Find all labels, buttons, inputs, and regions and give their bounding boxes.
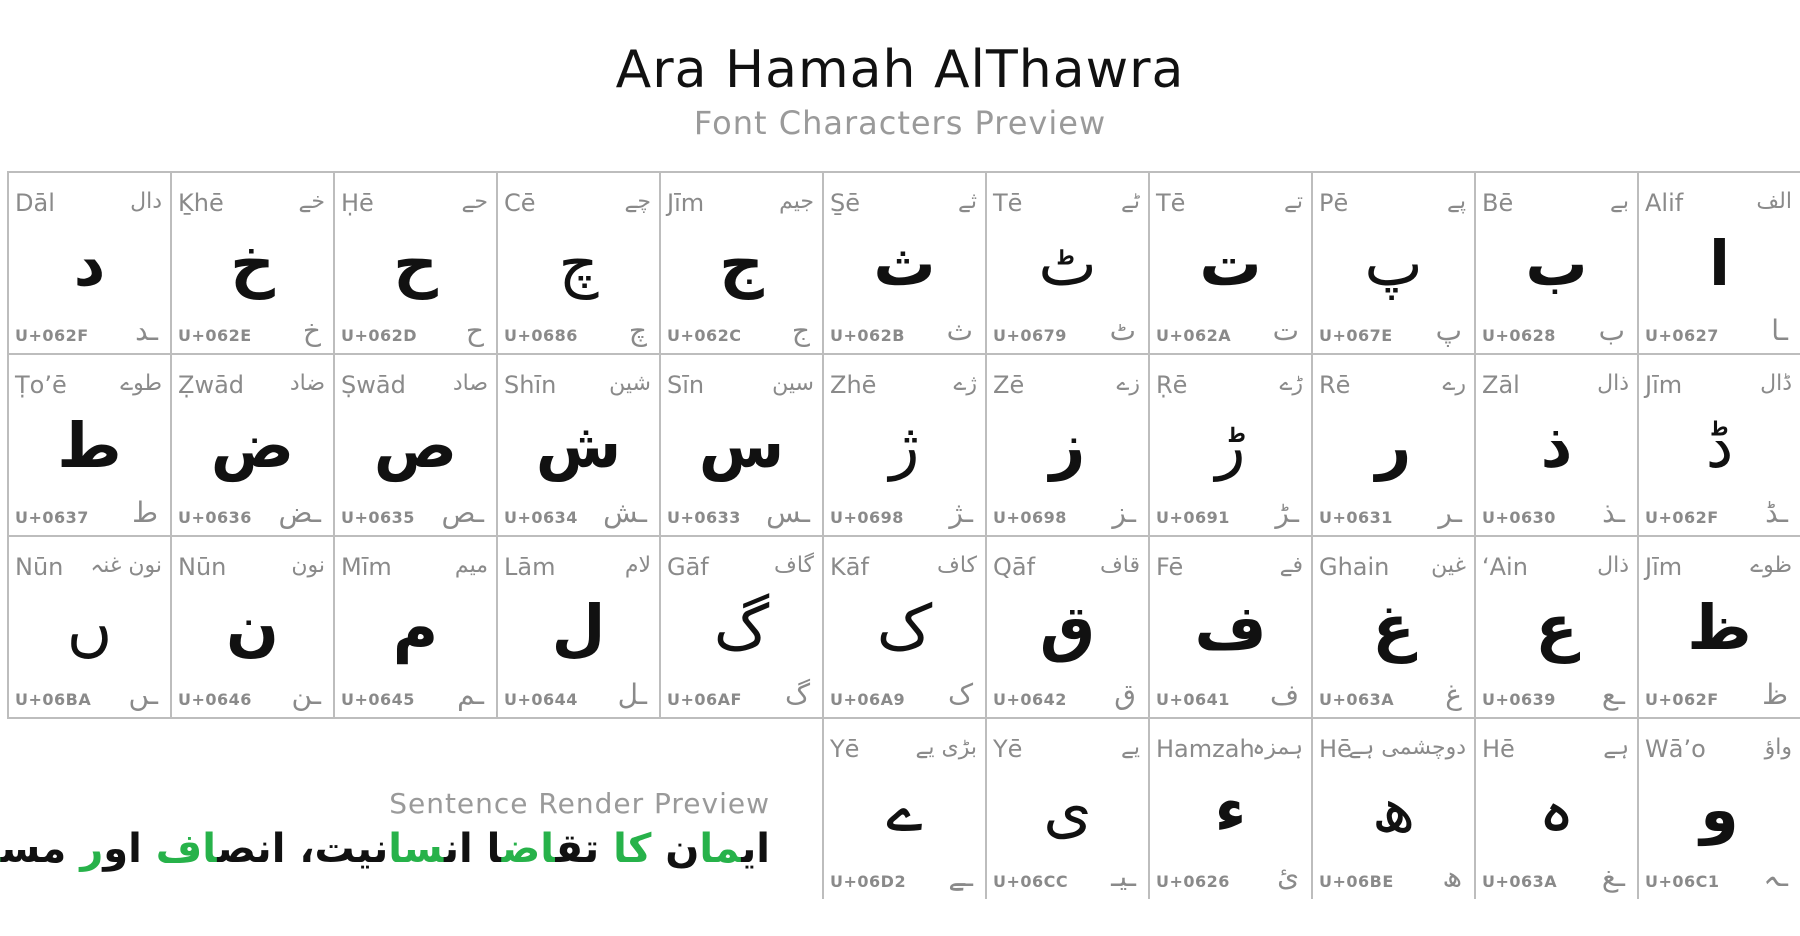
character-cell: [1637, 535, 1800, 717]
character-cell: [333, 171, 496, 353]
character-glyph: ن: [226, 591, 279, 664]
character-cell: [170, 535, 333, 717]
character-cell: [985, 535, 1148, 717]
character-cell: [822, 171, 985, 353]
character-codepoint: U+0645: [341, 690, 415, 709]
character-codepoint: U+0691: [1156, 508, 1230, 527]
sentence-accent-fragment: کا: [613, 826, 652, 872]
character-codepoint: U+062F: [15, 326, 89, 345]
sentence-accent-fragment: سا: [388, 826, 444, 872]
character-urdu-name: ضاد: [289, 371, 325, 396]
character-urdu-name: صاد: [452, 371, 488, 396]
character-glyph: ٹ: [1038, 227, 1097, 300]
character-urdu-name: ذال: [1597, 553, 1629, 578]
character-codepoint: U+06AF: [667, 690, 742, 709]
character-cell: [1637, 353, 1800, 535]
character-name: Tē: [993, 189, 1023, 217]
character-cell: [496, 171, 659, 353]
character-glyph: م: [392, 591, 439, 664]
character-codepoint: U+06C1: [1645, 872, 1720, 891]
character-codepoint: U+0644: [504, 690, 578, 709]
character-joined-form: ـڈ: [1765, 496, 1788, 529]
character-urdu-name: زے: [1116, 371, 1140, 396]
character-glyph: ت: [1199, 227, 1262, 300]
character-joined-form: گ: [784, 678, 810, 711]
character-joined-form: ت: [1272, 314, 1299, 347]
character-glyph: ع: [1535, 591, 1578, 664]
character-glyph: ط: [57, 409, 122, 482]
character-glyph: خ: [230, 227, 275, 300]
character-urdu-name: ظوے: [1750, 553, 1792, 578]
character-urdu-name: ژے: [953, 371, 977, 396]
character-glyph: ل: [551, 591, 606, 664]
character-joined-form: ـم: [457, 678, 484, 711]
character-codepoint: U+062C: [667, 326, 742, 345]
character-glyph: ص: [373, 409, 458, 482]
character-cell: [822, 717, 985, 899]
character-cell: [1311, 171, 1474, 353]
character-cell: [659, 353, 822, 535]
character-joined-form: ـر: [1438, 496, 1462, 529]
character-urdu-name: ڈال: [1760, 371, 1792, 396]
sentence-fragment: مس: [0, 826, 81, 872]
character-codepoint: U+063A: [1319, 690, 1395, 709]
character-cell: [1474, 717, 1637, 899]
character-name: Zāl: [1482, 371, 1520, 399]
character-codepoint: U+0634: [504, 508, 578, 527]
character-urdu-name: شین: [609, 371, 651, 396]
character-glyph: ء: [1214, 773, 1247, 846]
character-codepoint: U+06A9: [830, 690, 906, 709]
sentence-accent-fragment: اض: [501, 826, 556, 872]
character-urdu-name: میم: [454, 553, 488, 578]
character-joined-form: ط: [132, 496, 158, 529]
character-codepoint: U+0631: [1319, 508, 1393, 527]
character-urdu-name: الف: [1756, 189, 1792, 214]
row-divider: [7, 535, 1800, 537]
character-glyph: ح: [393, 227, 438, 300]
character-urdu-name: تے: [1283, 189, 1303, 214]
character-urdu-name: گاف: [774, 553, 814, 578]
character-cell: [1148, 717, 1311, 899]
character-codepoint: U+0698: [993, 508, 1067, 527]
character-cell: [1148, 171, 1311, 353]
character-codepoint: U+0639: [1482, 690, 1556, 709]
character-name: Qāf: [993, 553, 1036, 581]
character-name: Sīn: [667, 371, 705, 399]
character-joined-form: چ: [628, 314, 647, 347]
character-joined-form: ث: [946, 314, 973, 347]
character-glyph: ھ: [1371, 773, 1416, 846]
character-name: Kāf: [830, 553, 869, 581]
character-cell: [1148, 535, 1311, 717]
character-codepoint: U+0633: [667, 508, 741, 527]
character-name: Hamzah: [1156, 735, 1255, 763]
character-cell: [1637, 171, 1800, 353]
character-name: S̱ē: [830, 189, 860, 217]
character-glyph: ز: [1049, 409, 1086, 482]
character-cell: [1311, 353, 1474, 535]
sentence-fragment: ن: [651, 826, 700, 872]
sentence-fragment: ا ان: [443, 826, 502, 872]
character-urdu-name: طوے: [120, 371, 162, 396]
character-cell: [7, 353, 170, 535]
character-grid: [0, 171, 1800, 901]
character-glyph: ژ: [889, 409, 920, 482]
character-codepoint: U+0630: [1482, 508, 1556, 527]
character-cell: [7, 171, 170, 353]
character-joined-form: خ: [302, 314, 321, 347]
character-urdu-name: کاف: [937, 553, 977, 578]
character-joined-form: ـش: [603, 496, 647, 529]
character-codepoint: U+0626: [1156, 872, 1230, 891]
character-cell: [7, 535, 170, 717]
character-joined-form: ـض: [278, 496, 321, 529]
character-cell: [985, 717, 1148, 899]
character-urdu-name: دال: [130, 189, 162, 214]
character-name: Jīm: [667, 189, 705, 217]
character-codepoint: U+0679: [993, 326, 1067, 345]
character-codepoint: U+0636: [178, 508, 252, 527]
character-name: Ṣwād: [341, 371, 406, 399]
character-codepoint: U+0646: [178, 690, 252, 709]
character-codepoint: U+0637: [15, 508, 89, 527]
character-cell: [170, 171, 333, 353]
character-name: Bē: [1482, 189, 1514, 217]
character-glyph: ی: [1043, 773, 1092, 846]
character-codepoint: U+062B: [830, 326, 905, 345]
character-joined-form: ـژ: [949, 496, 973, 529]
character-joined-form: ب: [1598, 314, 1625, 347]
character-urdu-name: واؤ: [1764, 735, 1792, 760]
character-joined-form: ـیـ: [1111, 860, 1136, 893]
character-name: Gāf: [667, 553, 709, 581]
sentence-preview-label: Sentence Render Preview: [389, 787, 770, 820]
character-name: Ṛē: [1156, 371, 1188, 399]
character-name: Ḥē: [341, 189, 374, 217]
character-joined-form: ک: [947, 678, 973, 711]
sentence-accent-fragment: اف: [155, 826, 218, 872]
character-glyph: ج: [719, 227, 764, 300]
character-glyph: ں: [66, 591, 113, 664]
character-codepoint: U+062A: [1156, 326, 1232, 345]
character-name: Hē: [1482, 735, 1515, 763]
character-urdu-name: چے: [624, 189, 651, 214]
sentence-preview-text: [0, 826, 770, 872]
character-cell: [496, 535, 659, 717]
character-codepoint: U+0686: [504, 326, 578, 345]
character-urdu-name: بے: [1609, 189, 1629, 214]
character-joined-form: ق: [1114, 678, 1136, 711]
character-joined-form: ـع: [1601, 678, 1625, 711]
character-glyph: ا: [1708, 227, 1731, 300]
character-urdu-name: نون غنہ: [90, 553, 162, 578]
character-name: Zē: [993, 371, 1025, 399]
character-glyph: پ: [1364, 227, 1423, 300]
character-urdu-name: سین: [772, 371, 814, 396]
character-cell: [1474, 535, 1637, 717]
row-divider: [7, 353, 1800, 355]
character-name: Jīm: [1645, 371, 1683, 399]
character-joined-form: پ: [1435, 314, 1462, 347]
character-glyph: ب: [1525, 227, 1588, 300]
page-title: Ara Hamah AlThawra: [615, 40, 1185, 100]
character-glyph: ش: [535, 409, 622, 482]
character-codepoint: U+06CC: [993, 872, 1069, 891]
character-codepoint: U+0628: [1482, 326, 1556, 345]
character-name: Pē: [1319, 189, 1349, 217]
character-name: Ẓwād: [178, 371, 245, 399]
character-cell: [333, 535, 496, 717]
character-joined-form: ـذ: [1602, 496, 1625, 529]
character-cell: [659, 171, 822, 353]
character-name: ‘Ain: [1482, 553, 1528, 581]
sentence-fragment: او: [103, 826, 156, 872]
character-joined-form: ـڑ: [1275, 496, 1299, 529]
character-glyph: غ: [1372, 591, 1415, 664]
character-urdu-name: نون: [291, 553, 325, 578]
character-urdu-name: رے: [1442, 371, 1466, 396]
character-joined-form: ـن: [291, 678, 321, 711]
character-cell: [1311, 717, 1474, 899]
character-name: Lām: [504, 553, 556, 581]
character-glyph: ہ: [1538, 773, 1575, 846]
character-urdu-name: بڑی یے: [915, 735, 977, 760]
character-name: Yē: [830, 735, 860, 763]
character-joined-form: ـز: [1112, 496, 1136, 529]
character-urdu-name: پے: [1446, 189, 1466, 214]
character-name: Wā’o: [1645, 735, 1706, 763]
character-name: Ṭo’ē: [15, 371, 67, 399]
sentence-accent-fragment: ما: [699, 826, 742, 872]
character-glyph: چ: [558, 227, 599, 300]
character-joined-form: ـل: [617, 678, 647, 711]
character-glyph: ظ: [1687, 591, 1752, 664]
character-cell: [1311, 535, 1474, 717]
character-name: Nūn: [15, 553, 64, 581]
sentence-fragment: نیت، انص: [217, 826, 389, 872]
character-glyph: ڑ: [1215, 409, 1246, 482]
character-urdu-name: یے: [1120, 735, 1140, 760]
character-joined-form: ظ: [1762, 678, 1788, 711]
character-name: Alif: [1645, 189, 1684, 217]
character-codepoint: U+062F: [1645, 508, 1719, 527]
character-urdu-name: غین: [1431, 553, 1466, 578]
character-name: Nūn: [178, 553, 227, 581]
character-cell: [1148, 353, 1311, 535]
character-urdu-name: دوچشمی ہے: [1348, 735, 1466, 760]
page-subtitle: Font Characters Preview: [693, 104, 1107, 142]
character-glyph: س: [698, 409, 785, 482]
character-glyph: ف: [1194, 591, 1267, 664]
character-cell: [822, 353, 985, 535]
character-urdu-name: لام: [624, 553, 651, 578]
character-codepoint: U+06D2: [830, 872, 907, 891]
character-codepoint: U+062D: [341, 326, 418, 345]
character-glyph: ے: [886, 773, 923, 846]
character-codepoint: U+063A: [1482, 872, 1558, 891]
character-codepoint: U+0627: [1645, 326, 1719, 345]
character-joined-form: ئ: [1277, 860, 1299, 893]
character-urdu-name: ذال: [1597, 371, 1629, 396]
character-glyph: گ: [713, 591, 770, 664]
character-codepoint: U+06BA: [15, 690, 92, 709]
character-cell: [1474, 171, 1637, 353]
sentence-fragment: تق: [555, 826, 614, 872]
character-joined-form: غ: [1445, 678, 1462, 711]
row-divider: [7, 717, 1800, 719]
character-codepoint: U+0698: [830, 508, 904, 527]
character-glyph: ر: [1375, 409, 1412, 482]
character-glyph: ڈ: [1705, 409, 1734, 482]
character-codepoint: U+0641: [1156, 690, 1230, 709]
character-joined-form: ـے: [948, 860, 973, 893]
character-joined-form: ج: [791, 314, 810, 347]
character-codepoint: U+0642: [993, 690, 1067, 709]
character-name: Tē: [1156, 189, 1186, 217]
character-codepoint: U+06BE: [1319, 872, 1394, 891]
character-cell: [333, 353, 496, 535]
character-name: Ghain: [1319, 553, 1390, 581]
character-joined-form: ٹ: [1109, 314, 1136, 347]
character-urdu-name: ہمزہ: [1252, 735, 1303, 760]
character-glyph: و: [1700, 773, 1739, 846]
character-joined-form: ـغ: [1601, 860, 1625, 893]
character-name: Hē: [1319, 735, 1352, 763]
character-cell: [170, 353, 333, 535]
character-joined-form: ـں: [128, 678, 158, 711]
character-urdu-name: ٹے: [1120, 189, 1140, 214]
character-name: Dāl: [15, 189, 55, 217]
character-joined-form: ـا: [1771, 314, 1788, 347]
character-name: Cē: [504, 189, 536, 217]
character-urdu-name: ہے: [1603, 735, 1629, 760]
character-urdu-name: ڑے: [1279, 371, 1303, 396]
character-cell: [496, 353, 659, 535]
character-glyph: ک: [876, 591, 933, 664]
character-glyph: ض: [210, 409, 295, 482]
character-joined-form: ـس: [766, 496, 810, 529]
character-urdu-name: فے: [1279, 553, 1303, 578]
sentence-accent-fragment: ر: [80, 826, 104, 872]
character-codepoint: U+062E: [178, 326, 252, 345]
character-joined-form: ھ: [1442, 860, 1462, 893]
character-cell: [822, 535, 985, 717]
character-urdu-name: حے: [461, 189, 488, 214]
character-urdu-name: خے: [298, 189, 325, 214]
character-glyph: د: [73, 227, 106, 300]
character-name: Yē: [993, 735, 1023, 763]
sentence-fragment: ای: [741, 826, 770, 872]
character-joined-form: ـص: [441, 496, 484, 529]
character-cell: [985, 353, 1148, 535]
character-name: Ḵhē: [178, 189, 224, 217]
character-cell: [659, 535, 822, 717]
character-name: Mīm: [341, 553, 392, 581]
character-codepoint: U+067E: [1319, 326, 1393, 345]
character-joined-form: ح: [465, 314, 484, 347]
character-name: Zhē: [830, 371, 877, 399]
character-cell: [1637, 717, 1800, 899]
character-codepoint: U+0635: [341, 508, 415, 527]
character-glyph: ث: [873, 227, 936, 300]
character-glyph: ق: [1039, 591, 1096, 664]
character-urdu-name: جیم: [779, 189, 814, 214]
character-glyph: ذ: [1540, 409, 1573, 482]
character-cell: [1474, 353, 1637, 535]
character-joined-form: ـد: [135, 314, 158, 347]
character-joined-form: ـہ: [1763, 860, 1788, 893]
character-name: Rē: [1319, 371, 1351, 399]
character-joined-form: ف: [1269, 678, 1299, 711]
character-name: Fē: [1156, 553, 1184, 581]
character-cell: [985, 171, 1148, 353]
character-urdu-name: قاف: [1099, 553, 1140, 578]
character-urdu-name: ثے: [957, 189, 977, 214]
character-codepoint: U+062F: [1645, 690, 1719, 709]
character-name: Jīm: [1645, 553, 1683, 581]
character-name: Shīn: [504, 371, 557, 399]
